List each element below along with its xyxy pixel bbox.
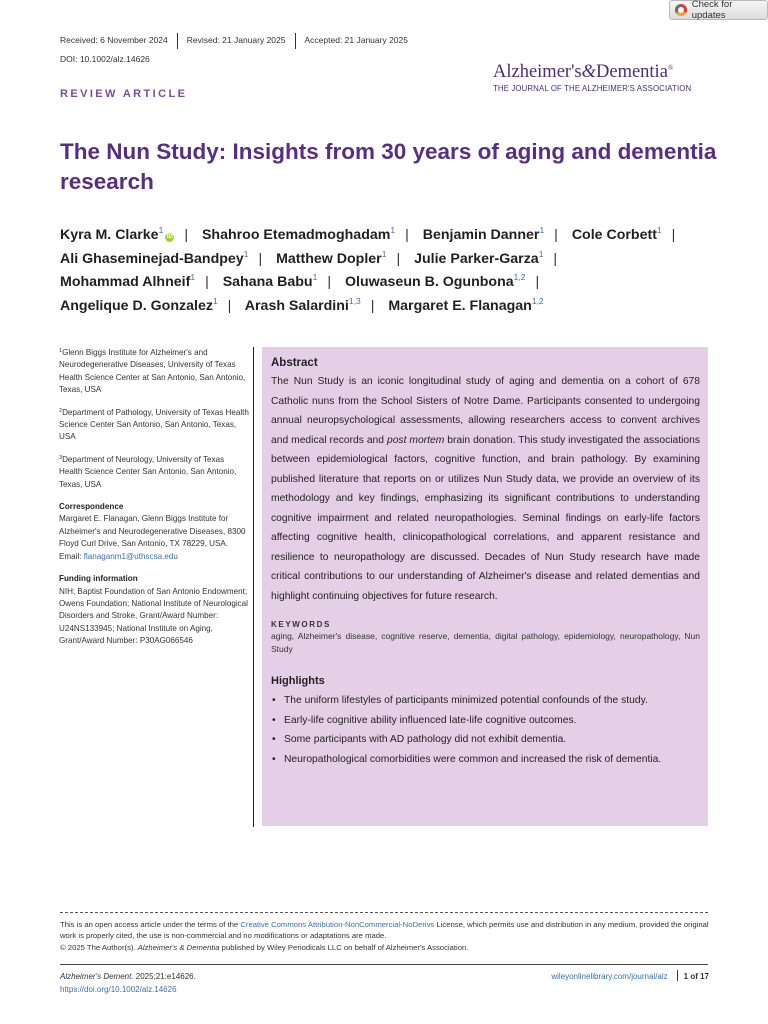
received-date: Received: 6 November 2024 (60, 35, 168, 45)
page-number: 1 of 17 (683, 972, 709, 981)
author-name[interactable]: Kyra M. Clarke$^1$iD (60, 225, 173, 243)
journal-name-part1: Alzheimer's (493, 62, 582, 82)
author-list: Kyra M. Clarke$^1$iD | Shahroo Etemadmoghadam$^1$ | Benjamin Danner$^1$ | Cole Corbett$^1$ | Ali Ghaseminejad-Bandpey$^1$ | Matthew Dopler$^1$ | Julie Parker-Garza$^1$ | Mohammad Alhneif$^1$ | Sahana Babu$^1$ | Oluwaseun B. Ogunbona$^{1,2}$ | Angelique D. Gonzalez$^1$ | Arash Salardini$^{1,3}$ | Margaret E. Flanagan$^{1,2}$ (60, 225, 676, 314)
license-divider (60, 912, 708, 913)
revised-date: Revised: 21 January 2025 (186, 35, 286, 45)
author-name[interactable]: Margaret E. Flanagan$^{1,2}$ (388, 295, 544, 314)
license-text: This is an open access article under the terms of the Creative Commons Attribution-NonCommercial-NoDerivs License, which permits use and distribution in any medium, provided the original work is properly cited, the use is non-commercial and no modifications or adaptations are made. © 2025 The Author(s). Alzheimer's & Dementia published by Wiley Periodicals LLC on behalf of Alzheimer's Association. (60, 920, 709, 952)
journal-name (493, 62, 708, 83)
footer-right (470, 970, 709, 981)
keywords-heading: KEYWORDS (271, 620, 331, 629)
date-divider (295, 33, 296, 49)
journal-subtitle: THE JOURNAL OF THE ALZHEIMER'S ASSOCIATION (493, 84, 692, 93)
abstract-box (262, 347, 708, 826)
footer-citation: Alzheimer's Dement. 2025;21:e14626. https://doi.org/10.1002/alz.14626 (60, 972, 196, 994)
highlight-item: • Neuropathological comorbidities were common and increased the risk of dementia. (271, 750, 700, 770)
author-name[interactable]: Mohammad Alhneif$^1$ (60, 272, 196, 290)
article-type: REVIEW ARTICLE (60, 88, 188, 100)
email-link[interactable]: flanaganm1@uthscsa.edu (83, 551, 178, 561)
author-name[interactable]: Cole Corbett$^1$ (571, 225, 662, 243)
check-for-updates-label: Check for updates (691, 0, 733, 21)
footer-separator (677, 970, 678, 981)
doi-link[interactable]: https://doi.org/10.1002/alz.14626 (60, 985, 177, 994)
keywords-text: aging, Alzheimer's disease, cognitive reserve, dementia, digital pathology, epidemiology, neuropathology, Nun Study (271, 631, 700, 654)
crossmark-icon (675, 4, 687, 16)
abstract-text: The Nun Study is an iconic longitudinal study of aging and dementia on a cohort of 678 Catholic nuns from the School Sisters of Notre Dame. Participants consented to undergoing annual neuropsychological assessments, allowing researchers access to convent archives and medical records and post mortem brain donation. This study investigated the associations between epidemiological factors, cognitive function, and brain pathology. By examining published literature that reports on or utilizes Nun Study data, we provide an overview of its methodology and key findings, emphasizing its significant contributions to understanding cognitive impairment and related neuropathologies. Seminal findings on early-life factors affecting cognitive health, clinicopathological correlations, and apparent resistance and resilience to neuropathology are discussed. Decades of Nun Study research have made critical contributions to our understanding of Alzheimer's disease and related dementias and highlight continuing objectives for future research. (271, 376, 700, 602)
footer-divider (60, 964, 708, 965)
highlights-list (271, 691, 700, 769)
funding-text: NIH; Baptist Foundation of San Antonio Endowment; Owens Foundation; National Institute of Neurological Disorders and Stroke, Grant/Award Number: U24NS133945; National Institute on Aging, Grant/Award Number: P30AG066546 (59, 586, 248, 646)
author-name[interactable]: Oluwaseun B. Ogunbona$^{1,2}$ (344, 272, 526, 290)
correspondence-heading: Correspondence (59, 502, 124, 512)
highlight-item: • Some participants with AD pathology did not exhibit dementia. (271, 730, 700, 750)
affiliation: $^2$Department of Pathology, University of Texas Health Science Center San Antonio, San Antonio, Texas, USA (59, 407, 249, 442)
author-name[interactable]: Shahroo Etemadmoghadam$^1$ (201, 225, 396, 243)
funding-heading: Funding information (59, 574, 138, 584)
accepted-date: Accepted: 21 January 2025 (304, 35, 408, 45)
journal-ampersand: & (581, 62, 596, 82)
author-name[interactable]: Matthew Dopler$^1$ (276, 248, 387, 267)
abstract-heading: Abstract (271, 357, 318, 369)
correspondence-email: Email: flanaganm1@uthscsa.edu (59, 551, 178, 561)
article-info-column (59, 347, 249, 658)
doi-text: DOI: 10.1002/alz.14626 (60, 54, 150, 64)
orcid-icon[interactable]: iD (166, 234, 173, 240)
license-link[interactable]: Creative Commons Attribution-NonCommercial-NoDerivs (240, 920, 435, 929)
journal-logo (493, 62, 708, 93)
column-divider (253, 347, 254, 827)
affiliation: $^1$Glenn Biggs Institute for Alzheimer's and Neurodegenerative Diseases, University of Texas Health Science Center at San Antonio, San Antonio, Texas, USA (59, 348, 246, 395)
author-name[interactable]: Sahana Babu$^1$ (222, 272, 318, 290)
registered-mark: ® (667, 63, 674, 72)
affiliation: $^3$Department of Neurology, University of Texas Health Science Center San Antonio, San Antonio, Texas, USA (59, 454, 237, 489)
journal-name-part2: Dementia (596, 62, 668, 82)
article-dates (60, 35, 408, 49)
highlight-item: • The uniform lifestyles of participants minimized potential confounds of the study. (271, 691, 700, 711)
article-title: The Nun Study: Insights from 30 years of aging and dementia research (60, 139, 717, 194)
journal-site-link[interactable]: wileyonlinelibrary.com/journal/alz (551, 972, 668, 981)
highlights-heading: Highlights (271, 675, 325, 687)
author-name[interactable]: Benjamin Danner$^1$ (422, 225, 545, 243)
author-name[interactable]: Angelique D. Gonzalez$^1$ (60, 295, 218, 314)
author-name[interactable]: Ali Ghaseminejad-Bandpey$^1$ (60, 248, 249, 267)
date-divider (177, 33, 178, 49)
correspondence-text: Margaret E. Flanagan, Glenn Biggs Institute for Alzheimer's and Neurodegenerative Diseases, 8300 Floyd Curl Drive, San Antonio, TX 78229, USA. (59, 514, 246, 549)
author-name[interactable]: Arash Salardini$^{1,3}$ (244, 295, 361, 314)
highlight-item: • Early-life cognitive ability influenced late-life cognitive outcomes. (271, 711, 700, 731)
author-name[interactable]: Julie Parker-Garza$^1$ (414, 248, 544, 267)
check-for-updates-button[interactable] (669, 0, 768, 20)
